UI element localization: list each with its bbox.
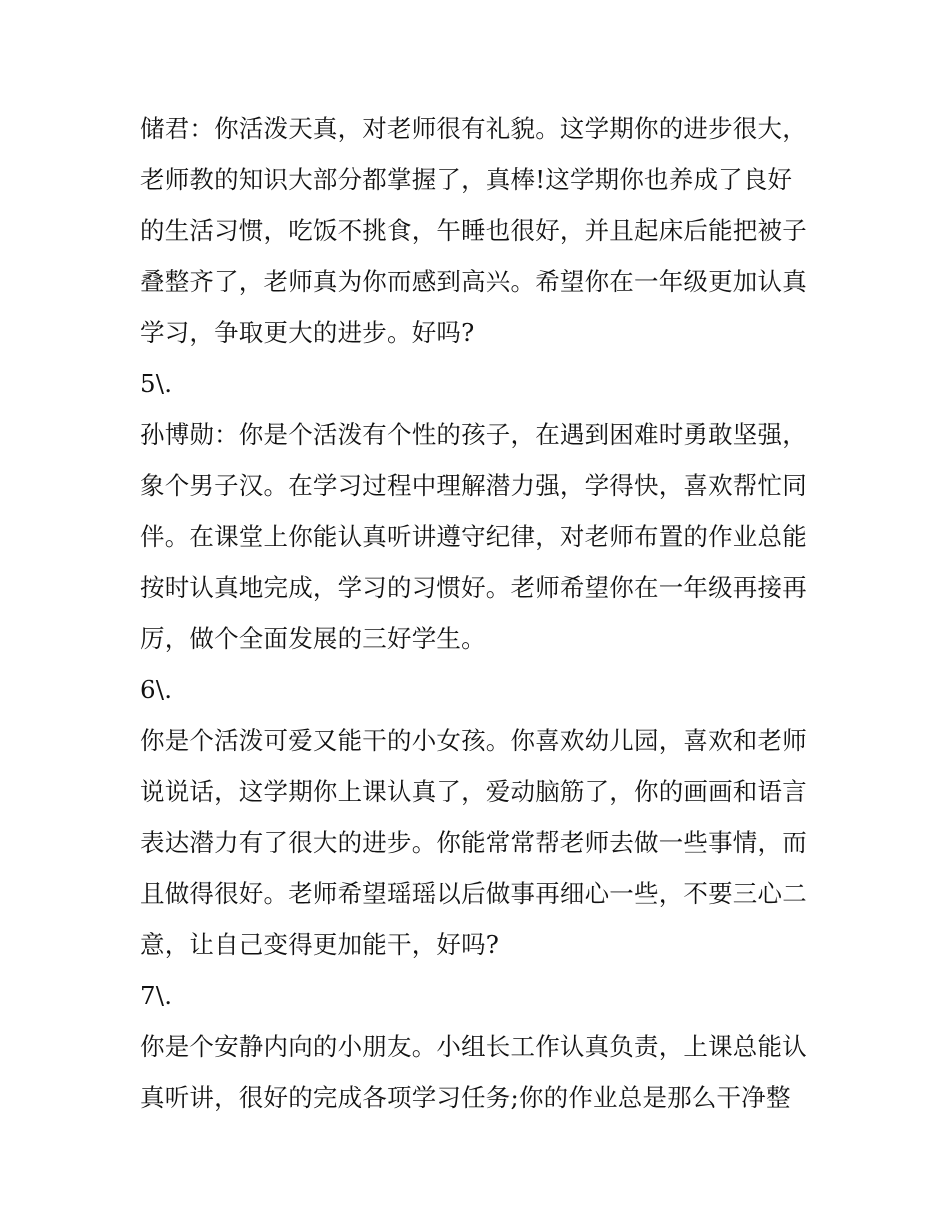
text-line: 意，让自己变得更加能干，好吗? [140, 930, 500, 959]
text-line: 你是个活泼可爱又能干的小女孩。你喜欢幼儿园，喜欢和老师 [140, 726, 807, 755]
text-line: 表达潜力有了很大的进步。你能常常帮老师去做一些事情，而 [140, 828, 807, 857]
text-line: 厉，做个全面发展的三好学生。 [140, 624, 486, 653]
text-line: 老师教的知识大部分都掌握了，真棒!这学期你也养成了良好 [140, 165, 793, 194]
section-number: 6\. [140, 675, 173, 704]
text-line: 象个男子汉。在学习过程中理解潜力强，学得快，喜欢帮忙同 [140, 471, 807, 500]
text-line: 真听讲，很好的完成各项学习任务;你的作业总是那么干净整 [140, 1083, 791, 1112]
section-number: 5\. [140, 369, 173, 398]
section-number: 7\. [140, 981, 173, 1010]
text-line: 储君：你活泼天真，对老师很有礼貌。这学期你的进步很大， [140, 114, 807, 143]
text-line: 伴。在课堂上你能认真听讲遵守纪律，对老师布置的作业总能 [140, 522, 807, 551]
text-line: 叠整齐了，老师真为你而感到高兴。希望你在一年级更加认真 [140, 267, 807, 296]
text-line: 按时认真地完成，学习的习惯好。老师希望你在一年级再接再 [140, 573, 807, 602]
text-line: 孙博勋：你是个活泼有个性的孩子，在遇到困难时勇敢坚强， [140, 420, 807, 449]
text-line: 的生活习惯，吃饭不挑食，午睡也很好，并且起床后能把被子 [140, 216, 807, 245]
text-line: 说说话，这学期你上课认真了，爱动脑筋了，你的画画和语言 [140, 777, 807, 806]
document-body [140, 103, 820, 1123]
text-line: 且做得很好。老师希望瑶瑶以后做事再细心一些，不要三心二 [140, 879, 807, 908]
text-line: 学习，争取更大的进步。好吗? [140, 318, 475, 347]
text-line: 你是个安静内向的小朋友。小组长工作认真负责，上课总能认 [140, 1032, 807, 1061]
